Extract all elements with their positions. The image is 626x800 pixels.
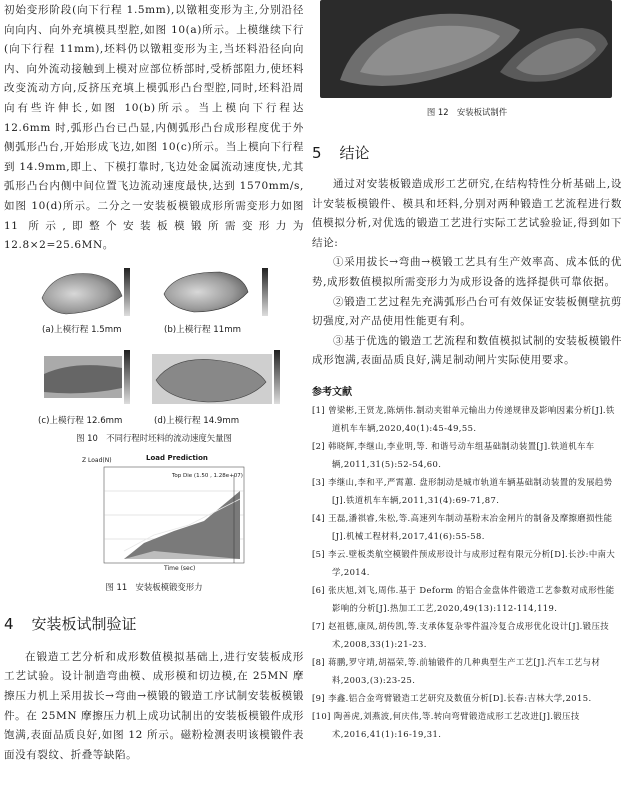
references-heading: 参考文献 xyxy=(312,386,352,398)
figure-12-caption: 图 12 安装板试制件 xyxy=(426,107,508,117)
left-column xyxy=(4,0,304,765)
panel-b-simulation xyxy=(164,268,268,316)
panel-a-simulation xyxy=(42,268,130,316)
figure-11-ylabel: Z Load(N) xyxy=(82,456,112,464)
figure-10-sub-b: (b)上模行程 11mm xyxy=(164,324,241,335)
section-4-title: 安装板试制验证 xyxy=(31,614,137,633)
figure-11-chart xyxy=(4,451,304,579)
conclusion-intro: 通过对安装板锻造成形工艺研究,在结构特性分析基础上,设计安装板模锻件、模具和坯料,分别对两种锻造工艺流程进行数值模拟分析,对优选的锻造工艺进行实际工艺试验验证,得到如下结论: xyxy=(312,178,622,249)
section-5-title: 结论 xyxy=(339,144,370,162)
reference-item: [3] 李继山,李和平,严霄蕙. 盘形制动是城市轨道车辆基础制动装置的发展趋势[J].铁道机车车辆,2011,31(4):69-71,87. xyxy=(312,476,613,505)
reference-item: [8] 蒋鹏,罗守靖,胡福荣,等.前轴锻件的几种典型生产工艺[J].汽车工艺与材料,2003,(3):23-25. xyxy=(312,656,601,685)
figure-10-sub-a: (a)上模行程 1.5mm xyxy=(42,324,122,335)
reference-item: [5] 李云.壁板类航空模锻件预成形设计与成形过程有限元分析[D].长沙:中南大学,2014. xyxy=(312,548,616,577)
body-paragraph-trial: 在锻造工艺分析和成形数值模拟基础上,进行安装板成形工艺试验。设计制造弯曲模、成形模和切边模,在 25MN 摩擦压力机上采用拔长→弯曲→模锻的锻造工序试制安装板模锻件。在 25MN 摩擦压力机上成功试制出的安装板模锻件成形饱满,表面品质良好,如图 12 所示。磁粉检测表明该模锻件表面没有裂纹、折叠等缺陷。 xyxy=(4,650,304,761)
figure-12-photo xyxy=(320,0,612,98)
reference-item: [6] 张庆旭,刘飞,周伟.基于 Deform 的铝合金盘体件锻造工艺参数对成形性能影响的分析[J].热加工工艺,2020,49(13):112-114,119. xyxy=(312,584,615,613)
reference-item: [1] 曾梁彬,王贤龙,陈炳伟.制动夹钳单元输出力传递规律及影响因素分析[J].铁道机车车辆,2020,40(1):45-49,55. xyxy=(312,404,615,433)
figure-10-caption: 图 10 不同行程时坯料的流动速度矢量图 xyxy=(76,432,232,443)
figure-11-annotation: Top Die (1.50 , 1.28e+07) xyxy=(172,472,243,479)
figure-11-chart-title: Load Prediction xyxy=(146,453,208,462)
section-4-heading xyxy=(4,613,304,634)
panel-c-simulation xyxy=(44,350,130,404)
reference-item: [2] 韩晓辉,李继山,李业明,等. 和谐号动车组基础制动装置[J].铁道机车车辆,2011,31(5):52-54,60. xyxy=(312,440,595,469)
body-paragraph-sim-analysis: 初始变形阶段(向下行程 1.5mm),以镦粗变形为主,分别沿径向向内、向外充填模具型腔,如图 10(a)所示。上模继续下行(向下行程 11mm),坯料仍以镦粗变形为主,当坯料沿径向向内、向外流动接触到上模对应部位桥部时,受桥部阻力,使坯料改变流动方向,反挤压充填上模弧形凸台型腔,同时,坯料沿周向有些许伸长,如图 10(b)所示。当上模向下行程达 12.6mm 时,弧形凸台已凸显,内侧弧形凸台成形程度优于外侧弧形凸台,开始形成飞边,如图 10(c)所示。当上模向下行程到 14.9mm,即上、下模打靠时,飞边处金属流动速度快,尤其弧形凸台内侧中间位置飞边流动速度最快,达到 1570mm/s,如图 10(d)所示。二分之一安装板模锻成形所需变形力如图 11 所示,即整个安装板模锻所需变形力为 12.8×2=25.6MN。 xyxy=(4,4,304,252)
figure-10 xyxy=(4,256,304,451)
figure-10-sub-c: (c)上模行程 12.6mm xyxy=(38,415,123,426)
reference-item: [9] 李鑫.铝合金弯臂锻造工艺研究及数值分析[D].长春:吉林大学,2015. xyxy=(312,692,592,703)
figure-10-sub-d: (d)上模行程 14.9mm xyxy=(154,415,240,426)
figure-11-xlabel: Time (sec) xyxy=(164,564,196,572)
reference-item: [4] 王磊,潘祺睿,朱松,等.高速列车制动基粉末冶金闸片的制备及摩擦磨损性能[J].机械工程材料,2017,41(6):55-58. xyxy=(312,512,613,541)
conclusion-item-1: ①采用拔长→弯曲→模锻工艺具有生产效率高、成本低的优势,成形数值模拟所需变形力为成形设备的选择提供可靠依据。 xyxy=(312,256,622,288)
reference-item: [7] 赵祖德,康凤,胡传凯,等.支承体复杂零件温冷复合成形优化设计[J].锻压技术,2008,33(1):21-23. xyxy=(312,620,610,649)
reference-item: [10] 陶善虎,刘燕波,何庆伟,等.转向弯臂锻造成形工艺改进[J].锻压技术,2016,41(1):16-19,31. xyxy=(312,710,580,739)
references-list xyxy=(312,401,622,743)
section-4-number: 4 xyxy=(4,614,14,633)
section-5-heading xyxy=(312,142,622,163)
panel-d-simulation xyxy=(152,350,280,404)
figure-11-caption: 图 11 安装板模锻变形力 xyxy=(105,581,203,592)
conclusion-item-2: ②锻造工艺过程先充满弧形凸台可有效保证安装板侧壁抗剪切强度,对产品使用性能更有利。 xyxy=(312,295,622,328)
figure-11 xyxy=(4,451,304,599)
right-column xyxy=(312,0,622,743)
figure-12 xyxy=(312,0,622,122)
section-5-number: 5 xyxy=(312,144,322,162)
conclusion-item-3: ③基于优选的锻造工艺流程和数值模拟试制的安装板模锻件成形饱满,表面品质良好,满足制动闸片实际使用要求。 xyxy=(312,334,622,367)
